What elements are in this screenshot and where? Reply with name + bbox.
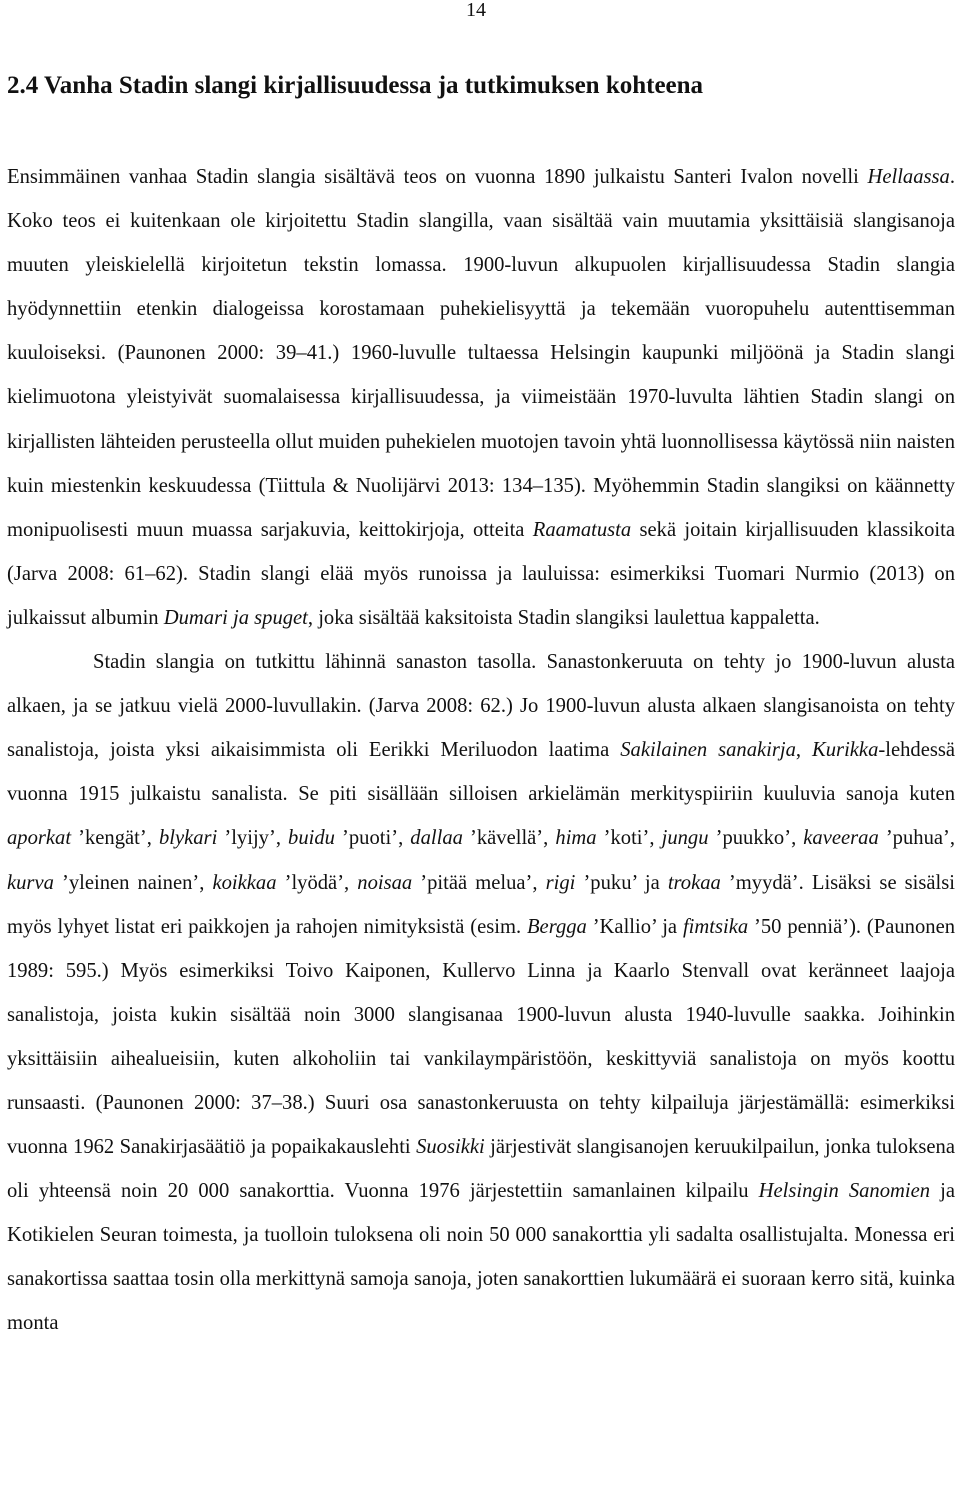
italic-term: buidu <box>288 827 335 850</box>
italic-term: rigi <box>545 871 576 894</box>
text-run: -lehdessä vuonna 1915 julkaistu sanalista. Se piti sisällään silloisen arkielämän merkityspiiriin kuuluvia sanoja kuten <box>7 739 955 806</box>
text-run: , joka sisältää kaksitoista Stadin slangiksi laulettua kappaletta. <box>307 606 820 629</box>
text-run: ’puku’ ja <box>575 871 668 894</box>
italic-term: kurva <box>7 871 54 894</box>
text-run: ’lyijy’, <box>217 827 289 850</box>
text-run: ’koti’, <box>596 827 662 850</box>
text-run: ’50 penniä’). (Paunonen 1989: 595.) Myös esimerkiksi Toivo Kaiponen, Kullervo Linna ja Kaarlo Stenvall ovat keränneet laajoja sanalistoja, joista kukin sisältää noin 3000 slangisanaa 1900-luvun alusta 1940-luvulle saakka. Joihinkin yksittäisiin aihealueisiin, kuten alkoholiin tai vankilaympäristöön, keskittyviä sanalistoja on myös koottu runsaasti. (Paunonen 2000: 37–38.) Suuri osa sanastonkeruusta on tehty kilpailuja järjestämällä: esimerkiksi vuonna 1962 Sanakirjasäätiö ja popaikakauslehti <box>7 915 956 1159</box>
text-run: ’yleinen nainen’, <box>53 871 213 894</box>
text-run: Stadin slangia on tutkittu lähinnä sanaston tasolla. Sanastonkeruuta on tehty jo 1900-luvun alusta alkaen, ja se jatkuu vielä 2000-luvullakin. (Jarva 2008: 62.) Jo 1900-luvun alusta alkaen slangisanoista on tehty sanalistoja, joista yksi aikaisimmista oli Eerikki Meriluodon laatima <box>7 651 955 762</box>
text-run: ’pitää melua’, <box>412 871 546 894</box>
italic-term: aporkat <box>7 827 72 850</box>
italic-term: Helsingin Sanomien <box>758 1180 931 1203</box>
text-run: ’kengät’, <box>71 827 159 850</box>
text-run: ’puhua’, <box>878 827 956 850</box>
text-run: ’Kallio’ ja <box>586 915 683 938</box>
text-run: ’myydä’. Lisäksi se sisälsi myös lyhyet listat eri paikkojen ja rahojen nimityksistä (esim. <box>7 871 955 938</box>
text-run: ’puoti’, <box>334 827 411 850</box>
body-text <box>7 155 955 1346</box>
italic-term: fimtsika <box>682 915 749 938</box>
text-run: , <box>795 739 813 762</box>
italic-term: Kurikka <box>812 739 879 762</box>
italic-term: koikkaa <box>212 871 277 894</box>
italic-term: Hellaassa <box>867 166 950 188</box>
text-run: ’kävellä’, <box>462 827 556 850</box>
text-run: sekä joitain kirjallisuuden klassikoita (Jarva 2008: 61–62). Stadin slangi elää myös runoissa ja lauluissa: esimerkiksi Tuomari Nurmio (2013) on julkaissut albumin <box>7 518 956 629</box>
text-run: . Koko teos ei kuitenkaan ole kirjoitettu Stadin slangilla, vaan sisältää vain muutamia yksittäisiä slangisanoja muuten yleiskielellä kirjoitetun tekstin lomassa. 1900-luvun alkupuolen kirjallisuudessa Stadin slangia hyödynnettiin etenkin dialogeissa korostamaan puhekielisyyttä ja tekemään vuoropuhelu autenttisemman kuuloiseksi. (Paunonen 2000: 39–41.) 1960-luvulle tultaessa Helsingin kaupunki miljöönä ja Stadin slangi kielimuotona yleistyivät suomalaisessa kirjallisuudessa, ja viimeistään 1970-luvulta lähtien Stadin slangi on kirjallisten lähteiden perusteella ollut muiden puhekielen muotojen tavoin yhtä luonnollisessa käytössä niin naisten kuin miestenkin keskuudessa (Tiittula & Nuolijärvi 2013: 134–135). Myöhemmin Stadin slangiksi on käännetty monipuolisesti muun muassa sarjakuvia, keittokirjoja, otteita <box>7 166 955 541</box>
text-run: Ensimmäinen vanhaa Stadin slangia sisältävä teos on vuonna 1890 julkaistu Santeri Ivalon novelli <box>7 166 868 188</box>
italic-term: Bergga <box>526 915 587 938</box>
section-heading: 2.4 Vanha Stadin slangi kirjallisuudessa ja tutkimuksen kohteena <box>7 72 704 99</box>
italic-term: Sakilainen sanakirja <box>620 739 796 762</box>
italic-term: dallaa <box>410 827 463 850</box>
paragraph <box>7 640 955 1346</box>
paragraph <box>7 155 955 640</box>
italic-term: trokaa <box>667 871 721 894</box>
text-run: ’lyödä’, <box>276 871 358 894</box>
italic-term: hima <box>555 827 597 850</box>
text-run: järjestivät slangisanojen keruukilpailun, jonka tuloksena oli yhteensä noin 20 000 sanakorttia. Vuonna 1976 järjestettiin samanlainen kilpailu <box>7 1136 955 1203</box>
italic-term: Dumari ja spuget <box>163 606 308 629</box>
italic-term: Raamatusta <box>532 518 632 541</box>
italic-term: kaveeraa <box>803 827 879 850</box>
italic-term: Suosikki <box>416 1136 485 1159</box>
text-run: ja Kotikielen Seuran toimesta, ja tuolloin tuloksena oli noin 50 000 sanakorttia yli sadalta osallistujalta. Monessa eri sanakortissa saattaa tosin olla merkittynä samoja sanoja, joten sanakorttien lukumäärä ei suoraan kerro sitä, kuinka monta <box>7 1180 956 1335</box>
italic-term: noisaa <box>357 871 413 894</box>
italic-term: blykari <box>158 827 218 850</box>
page-number: 14 <box>466 0 486 21</box>
italic-term: jungu <box>661 827 709 850</box>
text-run: ’puukko’, <box>708 827 804 850</box>
